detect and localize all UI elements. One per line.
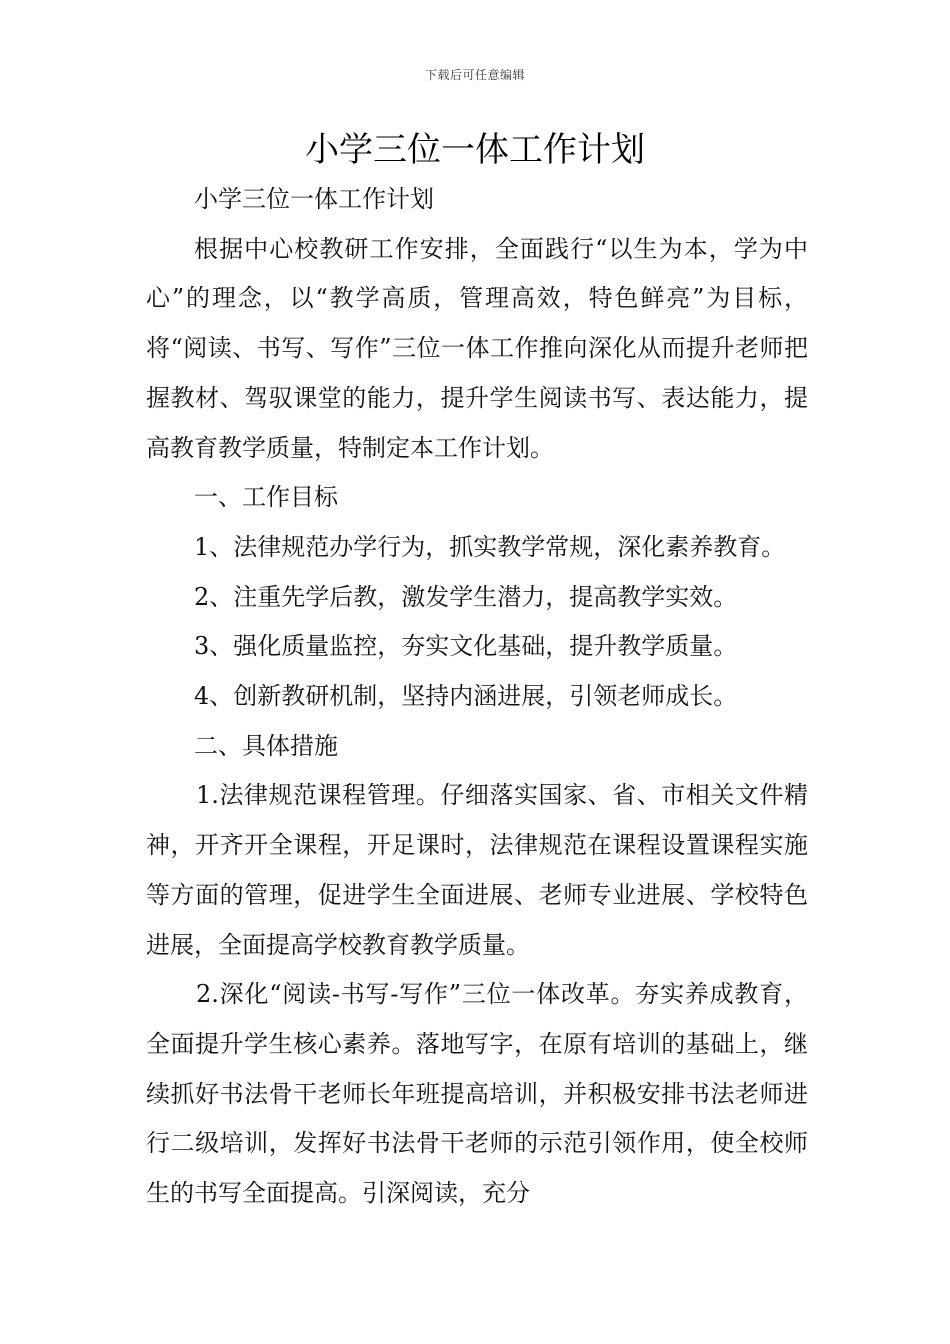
measure-paragraph-1: 1.法律规范课程管理。仔细落实国家、省、市相关文件精神，开齐开全课程，开足课时，法律规范在课程设置课程实施等方面的管理，促进学生全面进展、老师专业进展、学校特色进展，全面提高学校教育教学质量。: [146, 781, 808, 959]
goal-item-3: 3、强化质量监控，夯实文化基础，提升教学质量。: [194, 632, 738, 661]
page-title: 小学三位一体工作计划: [305, 130, 645, 170]
header-note: 下载后可任意编辑: [424, 68, 525, 82]
subtitle-paragraph: 小学三位一体工作计划: [194, 185, 434, 213]
measure-paragraph-2: 2.深化“阅读-书写-写作”三位一体改革。夯实养成教育，全面提升学生核心素养。落地写字，在原有培训的基础上，继续抓好书法骨干老师长年班提高培训，并积极安排书法老师进行二级培训，发挥好书法骨干老师的示范引领作用，使全校师生的书写全面提高。引深阅读，充分: [146, 980, 808, 1208]
goal-item-1: 1、法律规范办学行为，抓实教学常规，深化素养教育。: [194, 532, 786, 561]
document-body: [146, 175, 808, 1219]
goal-item-4: 4、创新教研机制，坚持内涵进展，引领老师成长。: [194, 682, 738, 711]
goal-item-2: 2、注重先学后教，激发学生潜力，提高教学实效。: [194, 582, 738, 611]
intro-paragraph: 根据中心校教研工作安排，全面践行“以生为本，学为中心”的理念，以“教学高质，管理高效，特色鲜亮”为目标，将“阅读、书写、写作”三位一体工作推向深化从而提升老师把握教材、驾驭课堂的能力，提升学生阅读书写、表达能力，提高教育教学质量，特制定本工作计划。: [146, 234, 808, 462]
section-heading-goals: 一、工作目标: [194, 483, 338, 512]
section-heading-measures: 二、具体措施: [194, 731, 338, 760]
